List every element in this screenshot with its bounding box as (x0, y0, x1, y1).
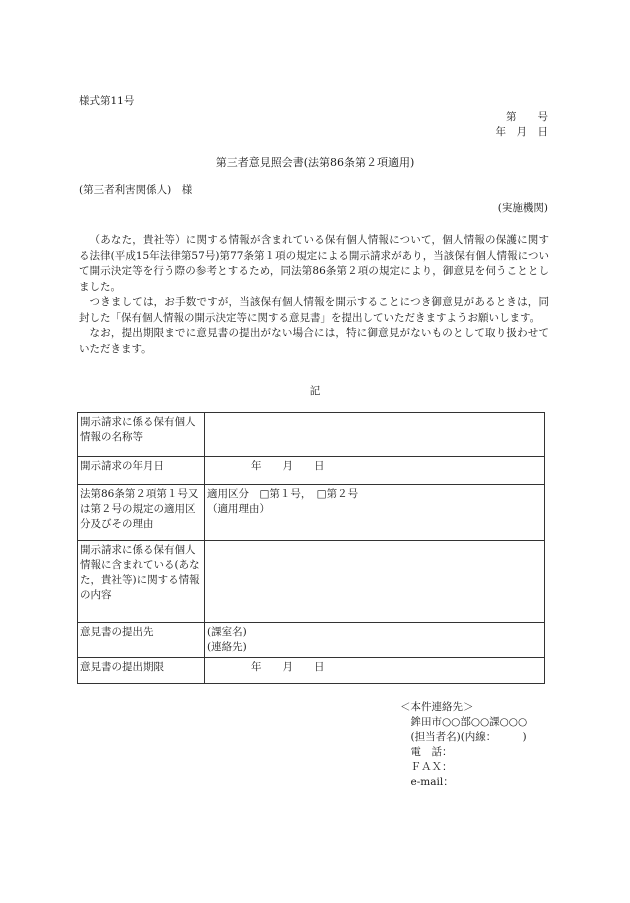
row-label-submission-destination: 意見書の提出先 (78, 623, 205, 658)
body-paragraph-1: （あなた，貴社等）に関する情報が含まれている保有個人情報について，個人情報の保護に関する法律(平成15年法律第57号)第77条第１項の規定による開示請求があり，当該保有個人情報について開示決定等を行う際の参考とするため，同法第86条第２項の規定により，御意見を伺うこととしました。 (79, 234, 549, 293)
contact-label: (連絡先) (207, 641, 247, 653)
category-reason-label: （適用理由） (207, 503, 270, 515)
row-label-info-name: 開示請求に係る保有個人情報の名称等 (78, 413, 205, 457)
row-label-applicable-category: 法第86条第２項第１号又は第２号の規定の適用区分及びその理由 (78, 485, 205, 541)
row-value-request-date: 年 月 日 (205, 457, 545, 485)
row-label-info-content: 開示請求に係る保有個人情報に含まれている(あなた，貴社等)に関する情報の内容 (78, 541, 205, 623)
contact-fax: ＦＡＸ： (400, 761, 453, 773)
document-title: 第三者意見照会書(法第86条第２項適用) (215, 156, 415, 169)
table-row (78, 413, 545, 457)
contact-heading: ＜本件連絡先＞ (400, 701, 474, 713)
body-text (79, 233, 549, 357)
table-row (78, 457, 545, 485)
row-value-info-name (205, 413, 545, 457)
table-row (78, 658, 545, 684)
contact-person: (担当者名)(内線： ) (400, 731, 527, 743)
body-paragraph-2: つきましては，お手数ですが，当該保有個人情報を開示することにつき御意見があるときは，同封した「保有個人情報の開示決定等に関する意見書」を提出していただきますようお願いします。 (79, 296, 549, 324)
implementing-institution: (実施機関) (497, 202, 548, 214)
row-value-info-content (205, 541, 545, 623)
table-row (78, 541, 545, 623)
section-name-label: (課室名) (207, 626, 247, 638)
row-label-submission-deadline: 意見書の提出期限 (78, 658, 205, 684)
contact-block (400, 700, 527, 790)
document-date: 年 月 日 (495, 126, 548, 138)
row-value-submission-destination (205, 623, 545, 658)
document-number: 第 号 (506, 111, 548, 123)
category-checkboxes: 適用区分 □第１号， □第２号 (207, 488, 359, 500)
form-number: 様式第11号 (79, 95, 135, 107)
row-value-submission-deadline: 年 月 日 (205, 658, 545, 684)
table-row (78, 623, 545, 658)
contact-email: e-mail： (400, 776, 454, 788)
contact-phone: 電 話： (400, 746, 453, 758)
row-value-applicable-category (205, 485, 545, 541)
addressee: (第三者利害関係人) 様 (79, 184, 193, 196)
information-table (77, 412, 545, 684)
body-paragraph-3: なお，提出期限までに意見書の提出がない場合には，特に御意見がないものとして取り扱わせていただきます。 (79, 327, 549, 355)
table-row (78, 485, 545, 541)
ki-heading: 記 (309, 385, 321, 397)
row-label-request-date: 開示請求の年月日 (78, 457, 205, 485)
contact-department: 鉾田市○○部○○課○○○ (400, 716, 528, 728)
